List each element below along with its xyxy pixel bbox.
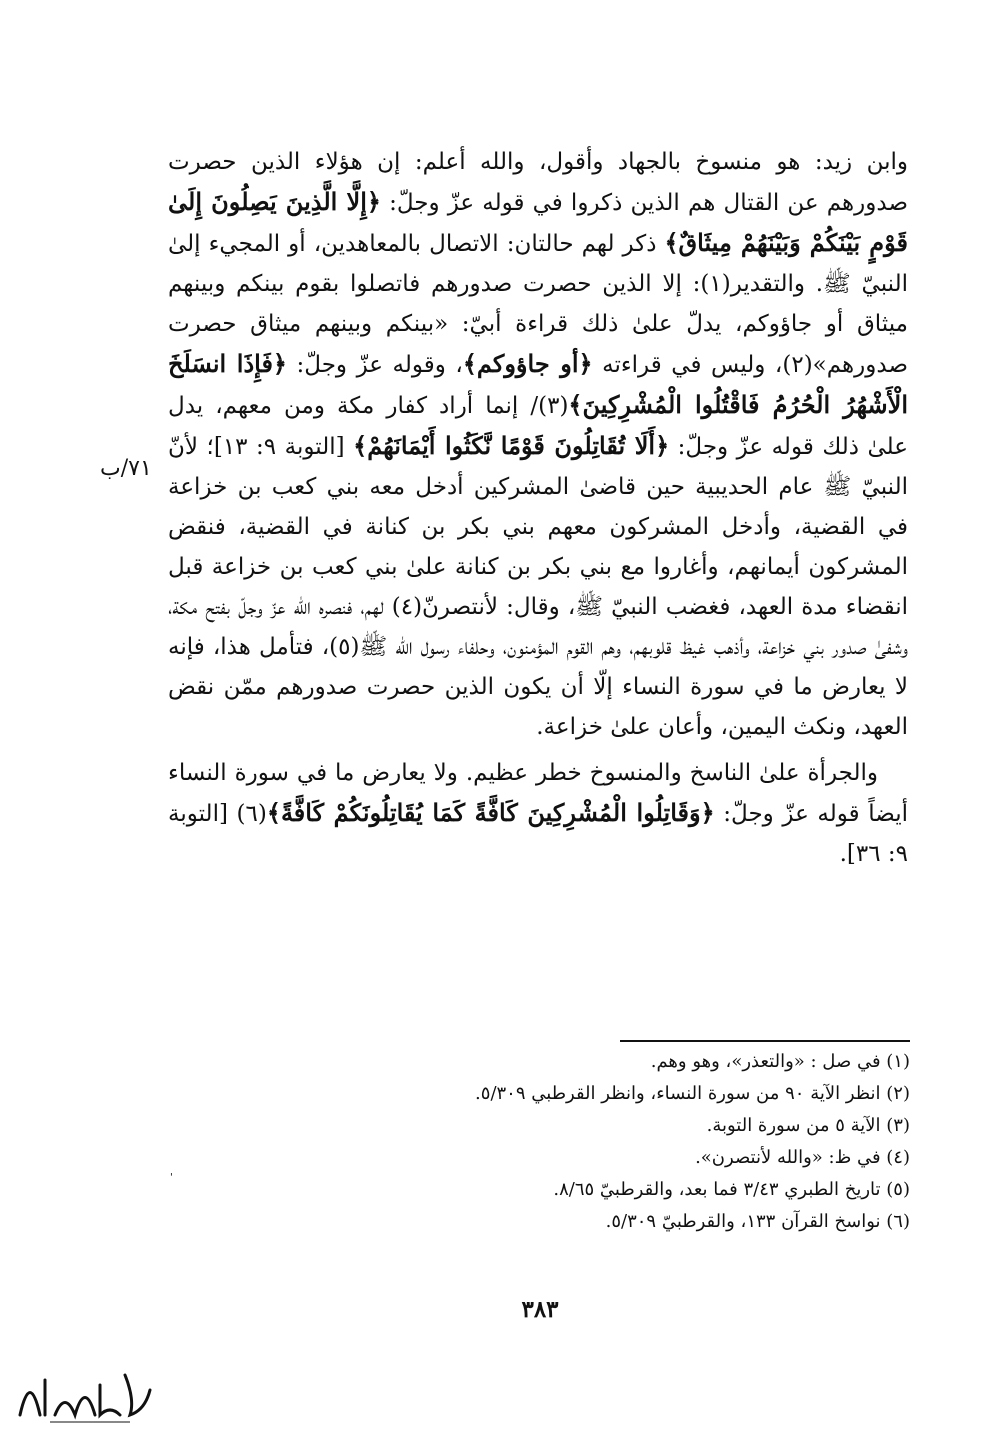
paragraph-1 <box>168 142 908 747</box>
quran-quote: ﴿أو جاؤوكم﴾ <box>462 349 593 378</box>
footnote-6: (٦) نواسخ القرآن ١٣٣، والقرطبيّ ٥/٣٠٩. <box>605 1211 910 1232</box>
body-text: (٦) [التوبة ٩: ٣٦]. <box>168 801 908 867</box>
body-text: وابن زيد: هو منسوخ بالجهاد وأقول، والله أعلم: إن هؤلاء الذين حصرت صدورهم عن القتال هم الذين ذكروا في قوله عزّ وجلّ: <box>168 149 908 216</box>
body-text: (٣)/ إنما أراد كفار مكة ومن معهم، يدل علىٰ ذلك قوله عزّ وجلّ: <box>168 393 908 460</box>
page-number: ٣٨٣ <box>521 1296 559 1323</box>
body-text: [التوبة ٩: ١٣]؛ لأنّ النبيّ ﷺ عام الحديبية حين قاضىٰ المشركين أدخل معه بني كعب بن خزاعة في القضية، وأدخل المشركون معهم بني بكر بن كنانة في القضية، فنقض المشركون أيمانهم، وأغاروا مع بني بكر بن كنانة علىٰ بني كعب بن خزاعة قبل انقضاء مدة العهد، فغضب النبيّ ﷺ، وقال: لأنتصرنّ(٤) لهم، فنصره الله عزّ وجلّ بفتح مكة، وشفىٰ صدور بني خزاعة، وأذهب غيظ قلوبهم، وهم القوم المؤمنون، وحلفاء رسول الله ﷺ(٥)، فتأمل هذا، فإنه لا يعارض ما في سورة النساء إلّا أن يكون الذين حصرت صدورهم ممّن نقض العهد، ونكث اليمين، وأعان علىٰ خزاعة. <box>168 434 909 740</box>
footnotes <box>360 1046 910 1238</box>
margin-mark: ' <box>170 1172 173 1183</box>
quran-quote: ﴿وَقَاتِلُوا الْمُشْرِكِينَ كَافَّةً كَمَا يُقَاتِلُونَكُمْ كَافَّةً﴾ <box>266 798 715 827</box>
quran-quote: ﴿فَإِذَا انسَلَخَ الْأَشْهُرُ الْحُرُمُ فَاقْتُلُوا الْمُشْرِكِينَ﴾ <box>168 349 909 419</box>
footnote-divider <box>620 1040 910 1042</box>
footnote-3: (٣) الآية ٥ من سورة التوبة. <box>706 1115 910 1136</box>
main-text <box>168 142 908 874</box>
paragraph-2 <box>168 753 908 874</box>
quran-quote: ﴿أَلَا تُقَاتِلُونَ قَوْمًا نَّكَثُوا أَيْمَانَهُمْ﴾ <box>353 431 670 460</box>
manuscript-folio-note: ٧١/ب <box>100 456 152 481</box>
quran-quote: ﴿إِلَّا الَّذِينَ يَصِلُونَ إِلَىٰ قَوْمٍ بَيْنَكُمْ وَبَيْنَهُمْ مِيثَاقٌ﴾ <box>168 187 908 257</box>
body-text: ، وقوله عزّ وجلّ: <box>287 352 463 378</box>
footnote-5: (٥) تاريخ الطبري ٣/٤٣ فما بعد، والقرطبيّ ٨/٦٥. <box>553 1179 910 1200</box>
footnote-4: (٤) في ظ: «والله لأنتصرن». <box>695 1147 910 1168</box>
footnote-2: (٢) انظر الآية ٩٠ من سورة النساء، وانظر القرطبي ٥/٣٠٩. <box>475 1083 910 1104</box>
footnote-1: (١) في صل : «والتعذر»، وهو وهم. <box>650 1051 910 1072</box>
watermark-logo <box>10 1360 160 1430</box>
body-text: والجرأة علىٰ الناسخ والمنسوخ خطر عظيم. ولا يعارض ما في سورة النساء أيضاً قوله عزّ وجلّ: <box>168 760 908 827</box>
body-text: ذكر لهم حالتان: الاتصال بالمعاهدين، أو المجيء إلىٰ النبيّ ﷺ. والتقدير(١): إلا الذين حصرت صدورهم فاتصلوا بقوم بينكم وبينهم ميثاق أو جاؤوكم، يدلّ علىٰ ذلك قراءة أبيّ: «بينكم وبينهم ميثاق حصرت صدورهم»(٢)، وليس في قراءته <box>168 231 908 378</box>
